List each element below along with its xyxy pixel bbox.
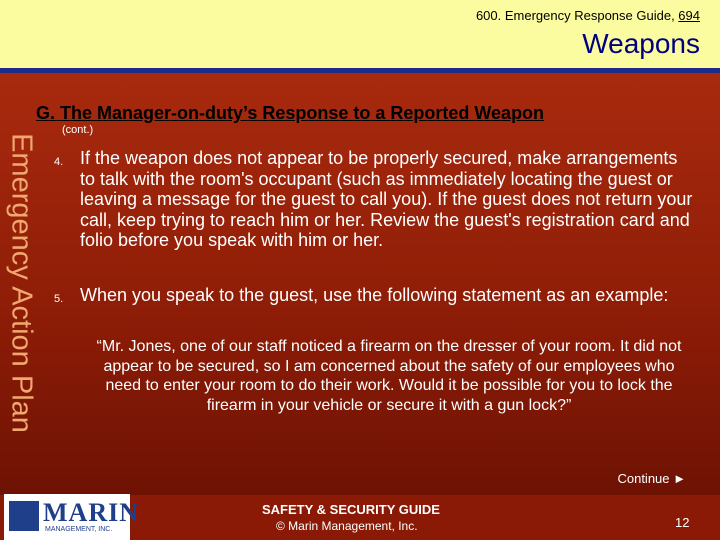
list-item-text: When you speak to the guest, use the following statement as an example:: [80, 285, 669, 305]
vertical-side-text: Emergency Action Plan: [5, 133, 38, 433]
vertical-side-label: [2, 83, 40, 483]
list-item: [54, 285, 694, 306]
footer-copyright: © Marin Management, Inc.: [276, 519, 418, 533]
continued-label: (cont.): [62, 124, 94, 136]
section-heading: G. The Manager-on-duty’s Response to a Reported Weapon: [36, 103, 545, 123]
continue-button[interactable]: Continue ►: [617, 471, 686, 486]
guide-reference: [476, 8, 700, 23]
list-item-number: 4.: [54, 156, 64, 168]
page-title: Weapons: [582, 28, 700, 59]
list-item-text: If the weapon does not appear to be properly secured, make arrangements to talk with the room's occupant (such as immediately locating the guest or leaving a message for the guest to call you). If the guest does not return your call, keep trying to reach him or her. Review the guest's registration card and folio before you speak with him or her.: [80, 148, 693, 250]
slide-body: [0, 73, 720, 495]
example-quote: “Mr. Jones, one of our staff noticed a firearm on the dresser of your room. It did not appear to be secured, so I am concerned about the safety of our employees who need to enter your room to do their work. Would it be possible for you to lock the firearm in your vehicle or secure it with a gun lock?”: [96, 338, 682, 414]
guide-page-link[interactable]: 694: [678, 8, 700, 23]
list-item-number: 5.: [54, 293, 64, 305]
logo-subtext: MANAGEMENT, INC.: [45, 526, 113, 533]
footer-title: SAFETY & SECURITY GUIDE: [262, 502, 440, 517]
header-band: [0, 0, 720, 68]
list-item: [54, 148, 694, 251]
company-logo: [4, 494, 139, 540]
guide-label: 600. Emergency Response Guide,: [475, 8, 679, 23]
logo-word: MARIN: [43, 498, 139, 527]
logo-emblem-icon: [9, 501, 39, 531]
page-number: 12: [675, 515, 690, 530]
